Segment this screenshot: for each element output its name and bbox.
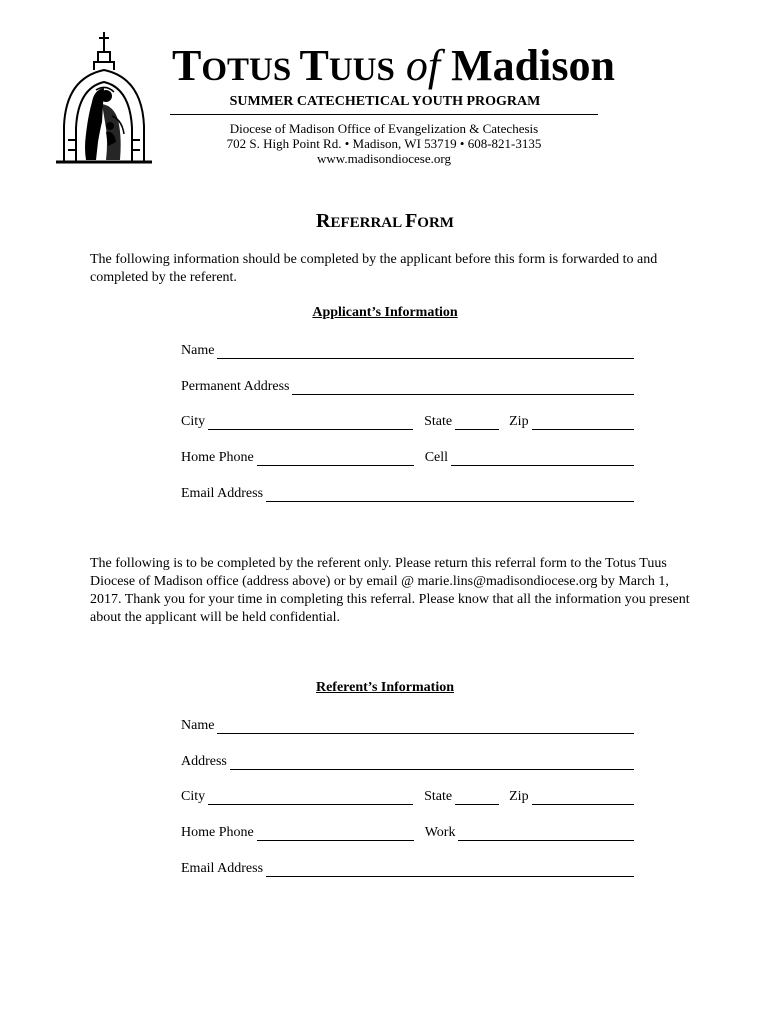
applicant-zip-field[interactable]	[532, 415, 634, 430]
office-name: Diocese of Madison Office of Evangelization & Catechesis	[229, 121, 539, 136]
applicant-home-phone-field[interactable]	[257, 451, 414, 466]
referent-address-row	[181, 748, 634, 770]
diocese-dome-logo	[52, 30, 156, 170]
applicant-state-field[interactable]	[455, 415, 499, 430]
address-label: Permanent Address	[181, 379, 290, 394]
title-part2: Madison	[451, 41, 615, 90]
cell-label: Cell	[424, 450, 449, 465]
title-part1: TOTUS TUUS	[172, 41, 395, 90]
email-label: Email Address	[181, 486, 264, 501]
referent-heading: Referent’s Information	[315, 680, 455, 695]
referent-city-row	[181, 783, 634, 805]
home-phone-label: Home Phone	[181, 825, 254, 840]
program-title	[172, 41, 615, 90]
referent-email-row	[181, 855, 634, 877]
name-label: Name	[181, 718, 215, 733]
work-label: Work	[424, 825, 456, 840]
zip-label: Zip	[509, 414, 529, 429]
address-label: Address	[181, 754, 227, 769]
applicant-address-row	[181, 373, 634, 395]
applicant-name-field[interactable]	[217, 344, 634, 359]
applicant-heading: Applicant’s Information	[312, 305, 458, 320]
referent-name-field[interactable]	[217, 719, 634, 734]
header-divider	[170, 114, 598, 115]
referent-instructions: The following is to be completed by the referent only. Please return this referral form to the Totus Tuus Diocese of Madison office (address above) or by email @ marie.lins@madisondiocese.org by March 1, 2017. Thank you for your time in completing this referral. Please know that all the information you present about the applicant will be held confidential.	[90, 556, 690, 625]
referent-state-field[interactable]	[455, 790, 499, 805]
referent-email-field[interactable]	[266, 862, 634, 877]
referent-city-field[interactable]	[208, 790, 413, 805]
applicant-city-row	[181, 408, 634, 430]
applicant-name-row	[181, 337, 634, 359]
referent-zip-field[interactable]	[532, 790, 634, 805]
program-subtitle: SUMMER CATECHETICAL YOUTH PROGRAM	[229, 94, 541, 109]
state-label: State	[424, 414, 453, 429]
applicant-address-field[interactable]	[292, 380, 634, 395]
home-phone-label: Home Phone	[181, 450, 254, 465]
applicant-city-field[interactable]	[208, 415, 413, 430]
referent-work-field[interactable]	[458, 826, 634, 841]
intro-paragraph: The following information should be completed by the applicant before this form is forwarded to and completed by the referent.	[90, 252, 658, 285]
state-label: State	[424, 789, 453, 804]
zip-label: Zip	[509, 789, 529, 804]
referent-name-row	[181, 712, 634, 734]
applicant-cell-field[interactable]	[451, 451, 634, 466]
referent-address-field[interactable]	[230, 755, 634, 770]
title-of: of	[405, 41, 441, 90]
referent-home-phone-field[interactable]	[257, 826, 414, 841]
name-label: Name	[181, 343, 215, 358]
applicant-email-row	[181, 480, 634, 502]
referent-phone-row	[181, 819, 634, 841]
form-title: REFERRAL FORM	[316, 210, 454, 232]
applicant-email-field[interactable]	[266, 487, 634, 502]
city-label: City	[181, 789, 206, 804]
city-label: City	[181, 414, 206, 429]
office-address: 702 S. High Point Rd. • Madison, WI 53719 • 608-821-3135	[226, 136, 542, 151]
email-label: Email Address	[181, 861, 264, 876]
office-website: www.madisondiocese.org	[317, 151, 451, 166]
applicant-phone-row	[181, 444, 634, 466]
